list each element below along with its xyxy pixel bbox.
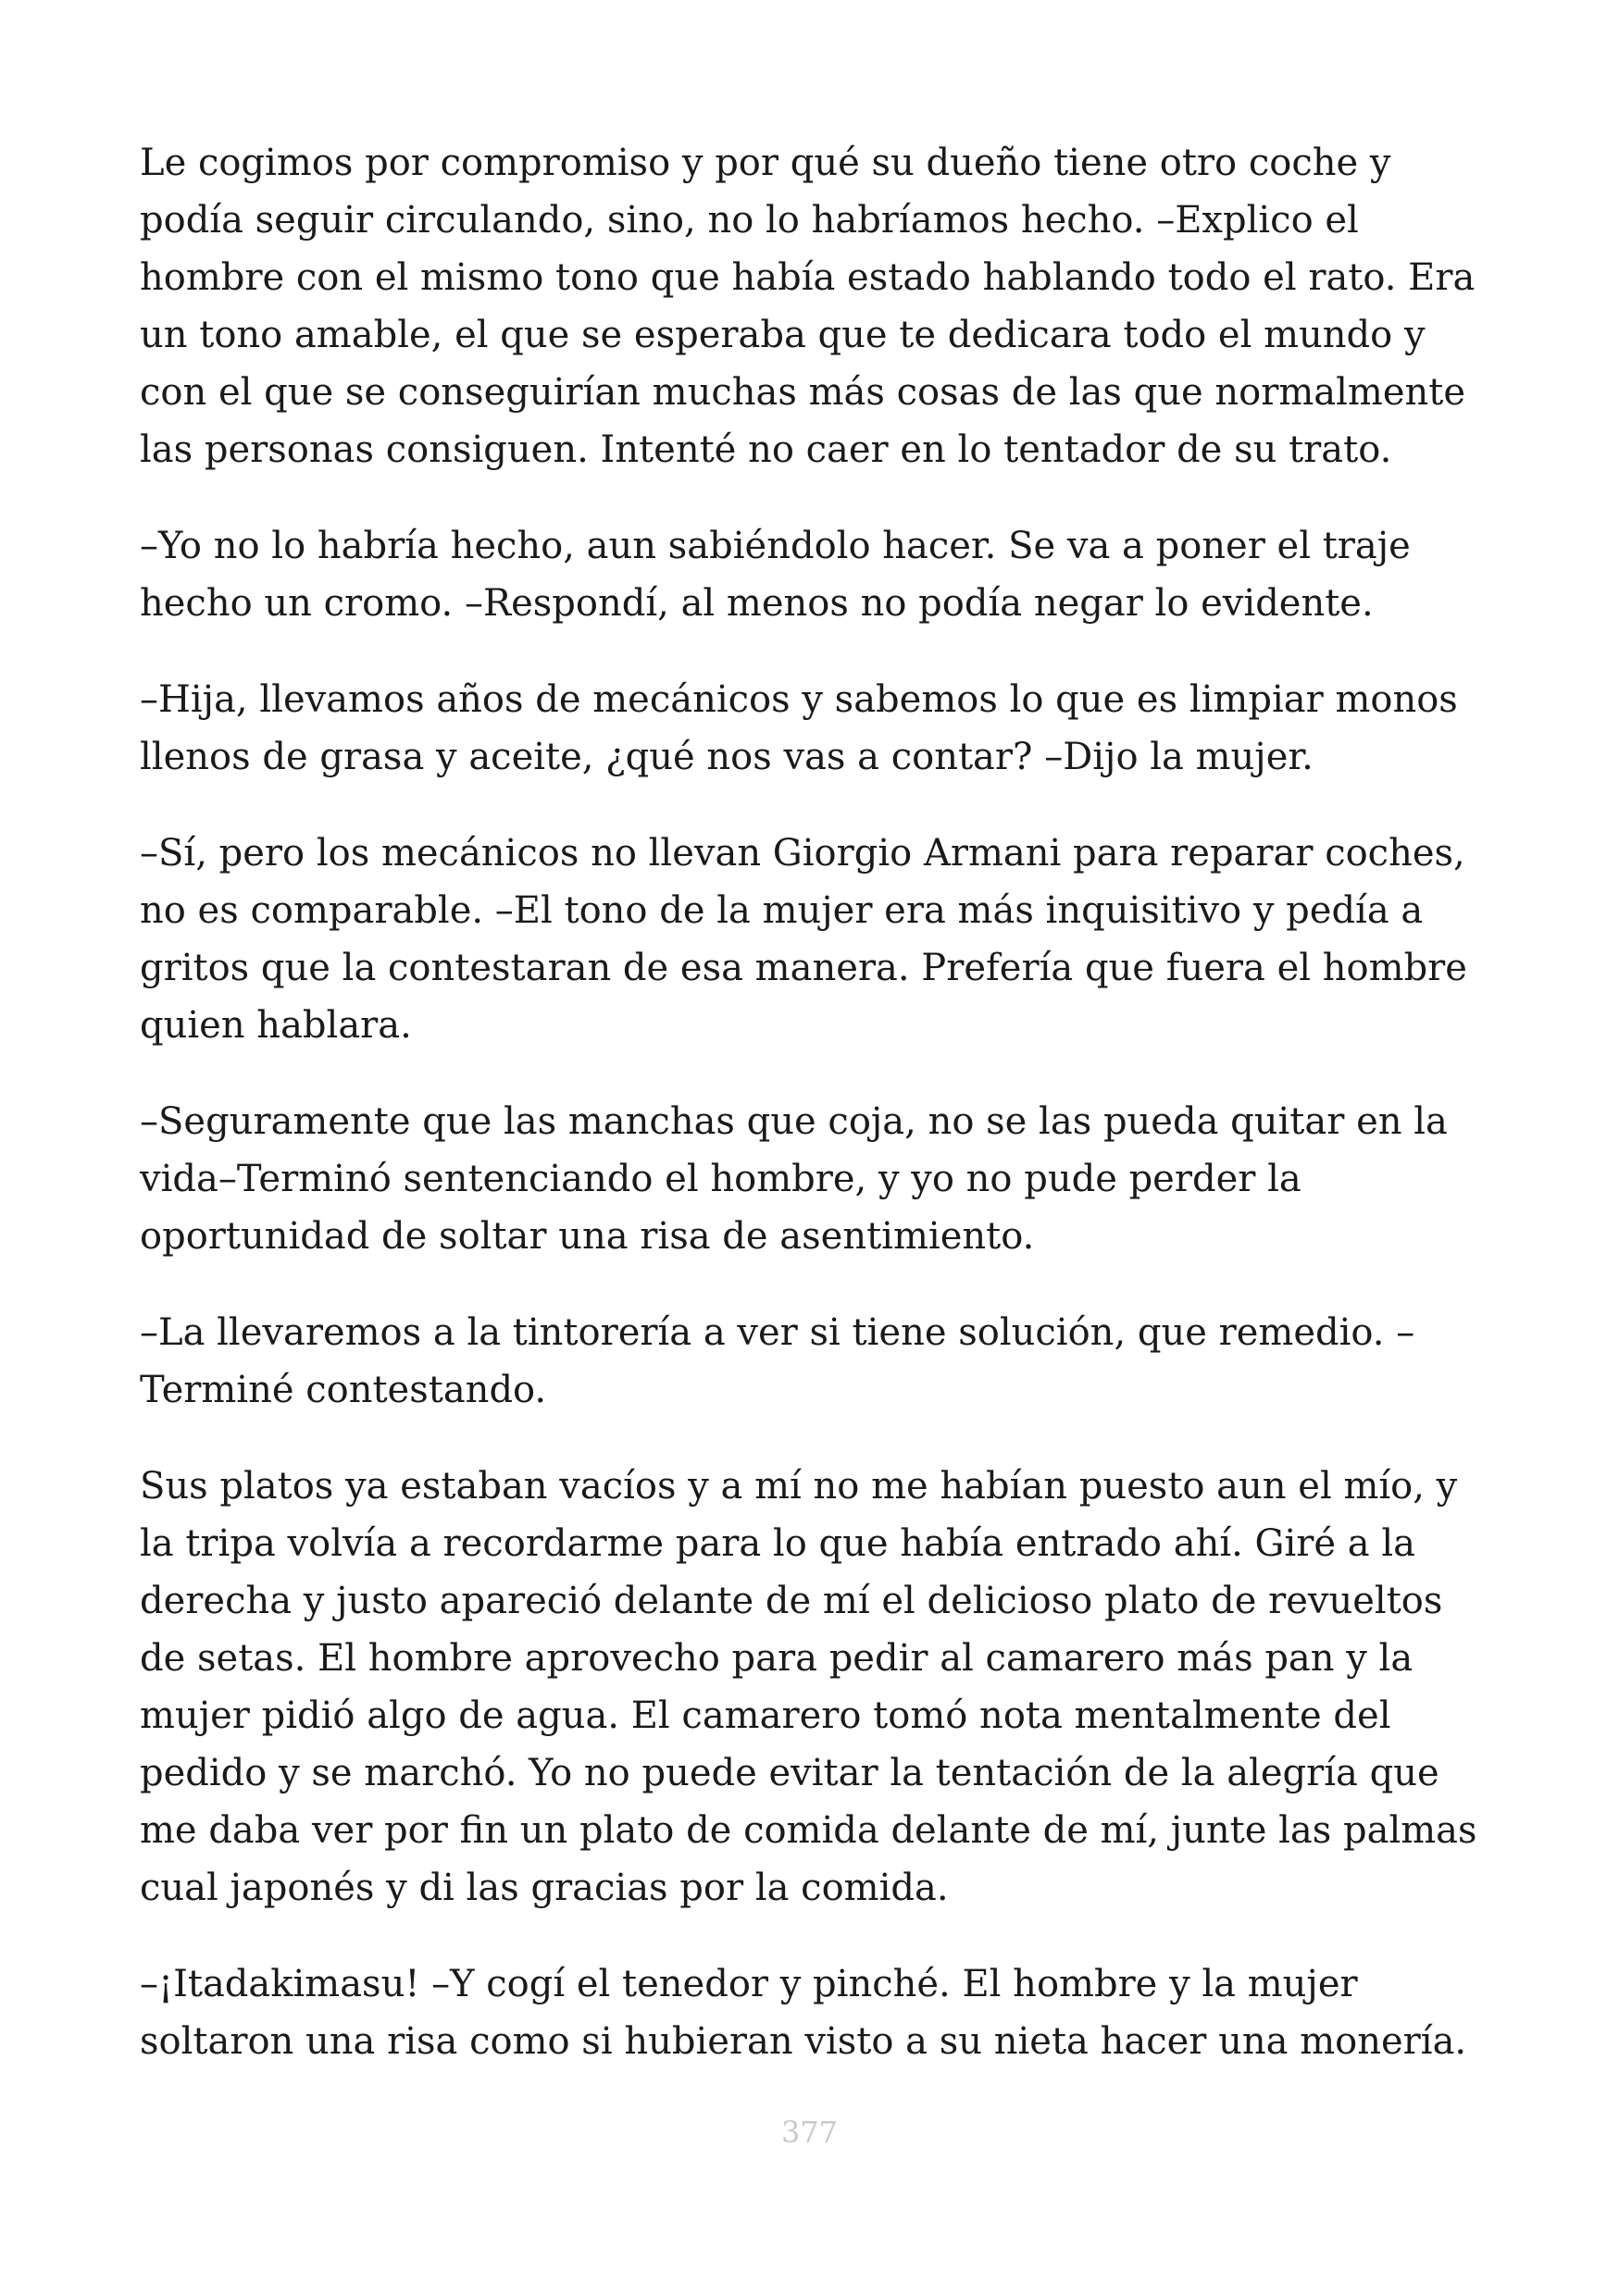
- paragraph: Le cogimos por compromiso y por qué su dueño tiene otro coche y podía seguir circulando, sino, no lo habríamos hecho. –Explico el hombre con el mismo tono que había estado hablando todo el rato. Era un tono amable, el que se esperaba que te dedicara todo el mundo y con el que se conseguirían muchas más cosas de las que normalmente las personas consiguen. Intenté no caer en lo tentador de su trato.: [140, 142, 1476, 471]
- page-number: 377: [780, 2115, 839, 2150]
- paragraph: –La llevaremos a la tintorería a ver si tiene solución, que remedio. –Terminé contestando.: [140, 1311, 1415, 1411]
- paragraph: –Hija, llevamos años de mecánicos y sabemos lo que es limpiar monos llenos de grasa y aceite, ¿qué nos vas a contar? –Dijo la mujer.: [140, 678, 1458, 778]
- paragraph: –Seguramente que las manchas que coja, no se las pueda quitar en la vida–Terminó sentenciando el hombre, y yo no pude perder la oportunidad de soltar una risa de asentimiento.: [140, 1100, 1448, 1258]
- body-text: [140, 134, 1482, 2070]
- paragraph: Sus platos ya estaban vacíos y a mí no me habían puesto aun el mío, y la tripa volvía a recordarme para lo que había entrado ahí. Giré a la derecha y justo apareció delante de mí el delicioso plato de revueltos de setas. El hombre aprovecho para pedir al camarero más pan y la mujer pidió algo de agua. El camarero tomó nota mentalmente del pedido y se marchó. Yo no puede evitar la tentación de la alegría que me daba ver por fin un plato de comida delante de mí, junte las palmas cual japonés y di las gracias por la comida.: [140, 1465, 1477, 1909]
- paragraph: –Yo no lo habría hecho, aun sabiéndolo hacer. Se va a poner el traje hecho un cromo. –Respondí, al menos no podía negar lo evidente.: [140, 525, 1411, 625]
- paragraph: –¡Itadakimasu! –Y cogí el tenedor y pinché. El hombre y la mujer soltaron una risa como si hubieran visto a su nieta hacer una monería.: [140, 1963, 1467, 2063]
- paragraph: –Sí, pero los mecánicos no llevan Giorgio Armani para reparar coches, no es comparable. –El tono de la mujer era más inquisitivo y pedía a gritos que la contestaran de esa manera. Prefería que fuera el hombre quien hablara.: [140, 832, 1467, 1047]
